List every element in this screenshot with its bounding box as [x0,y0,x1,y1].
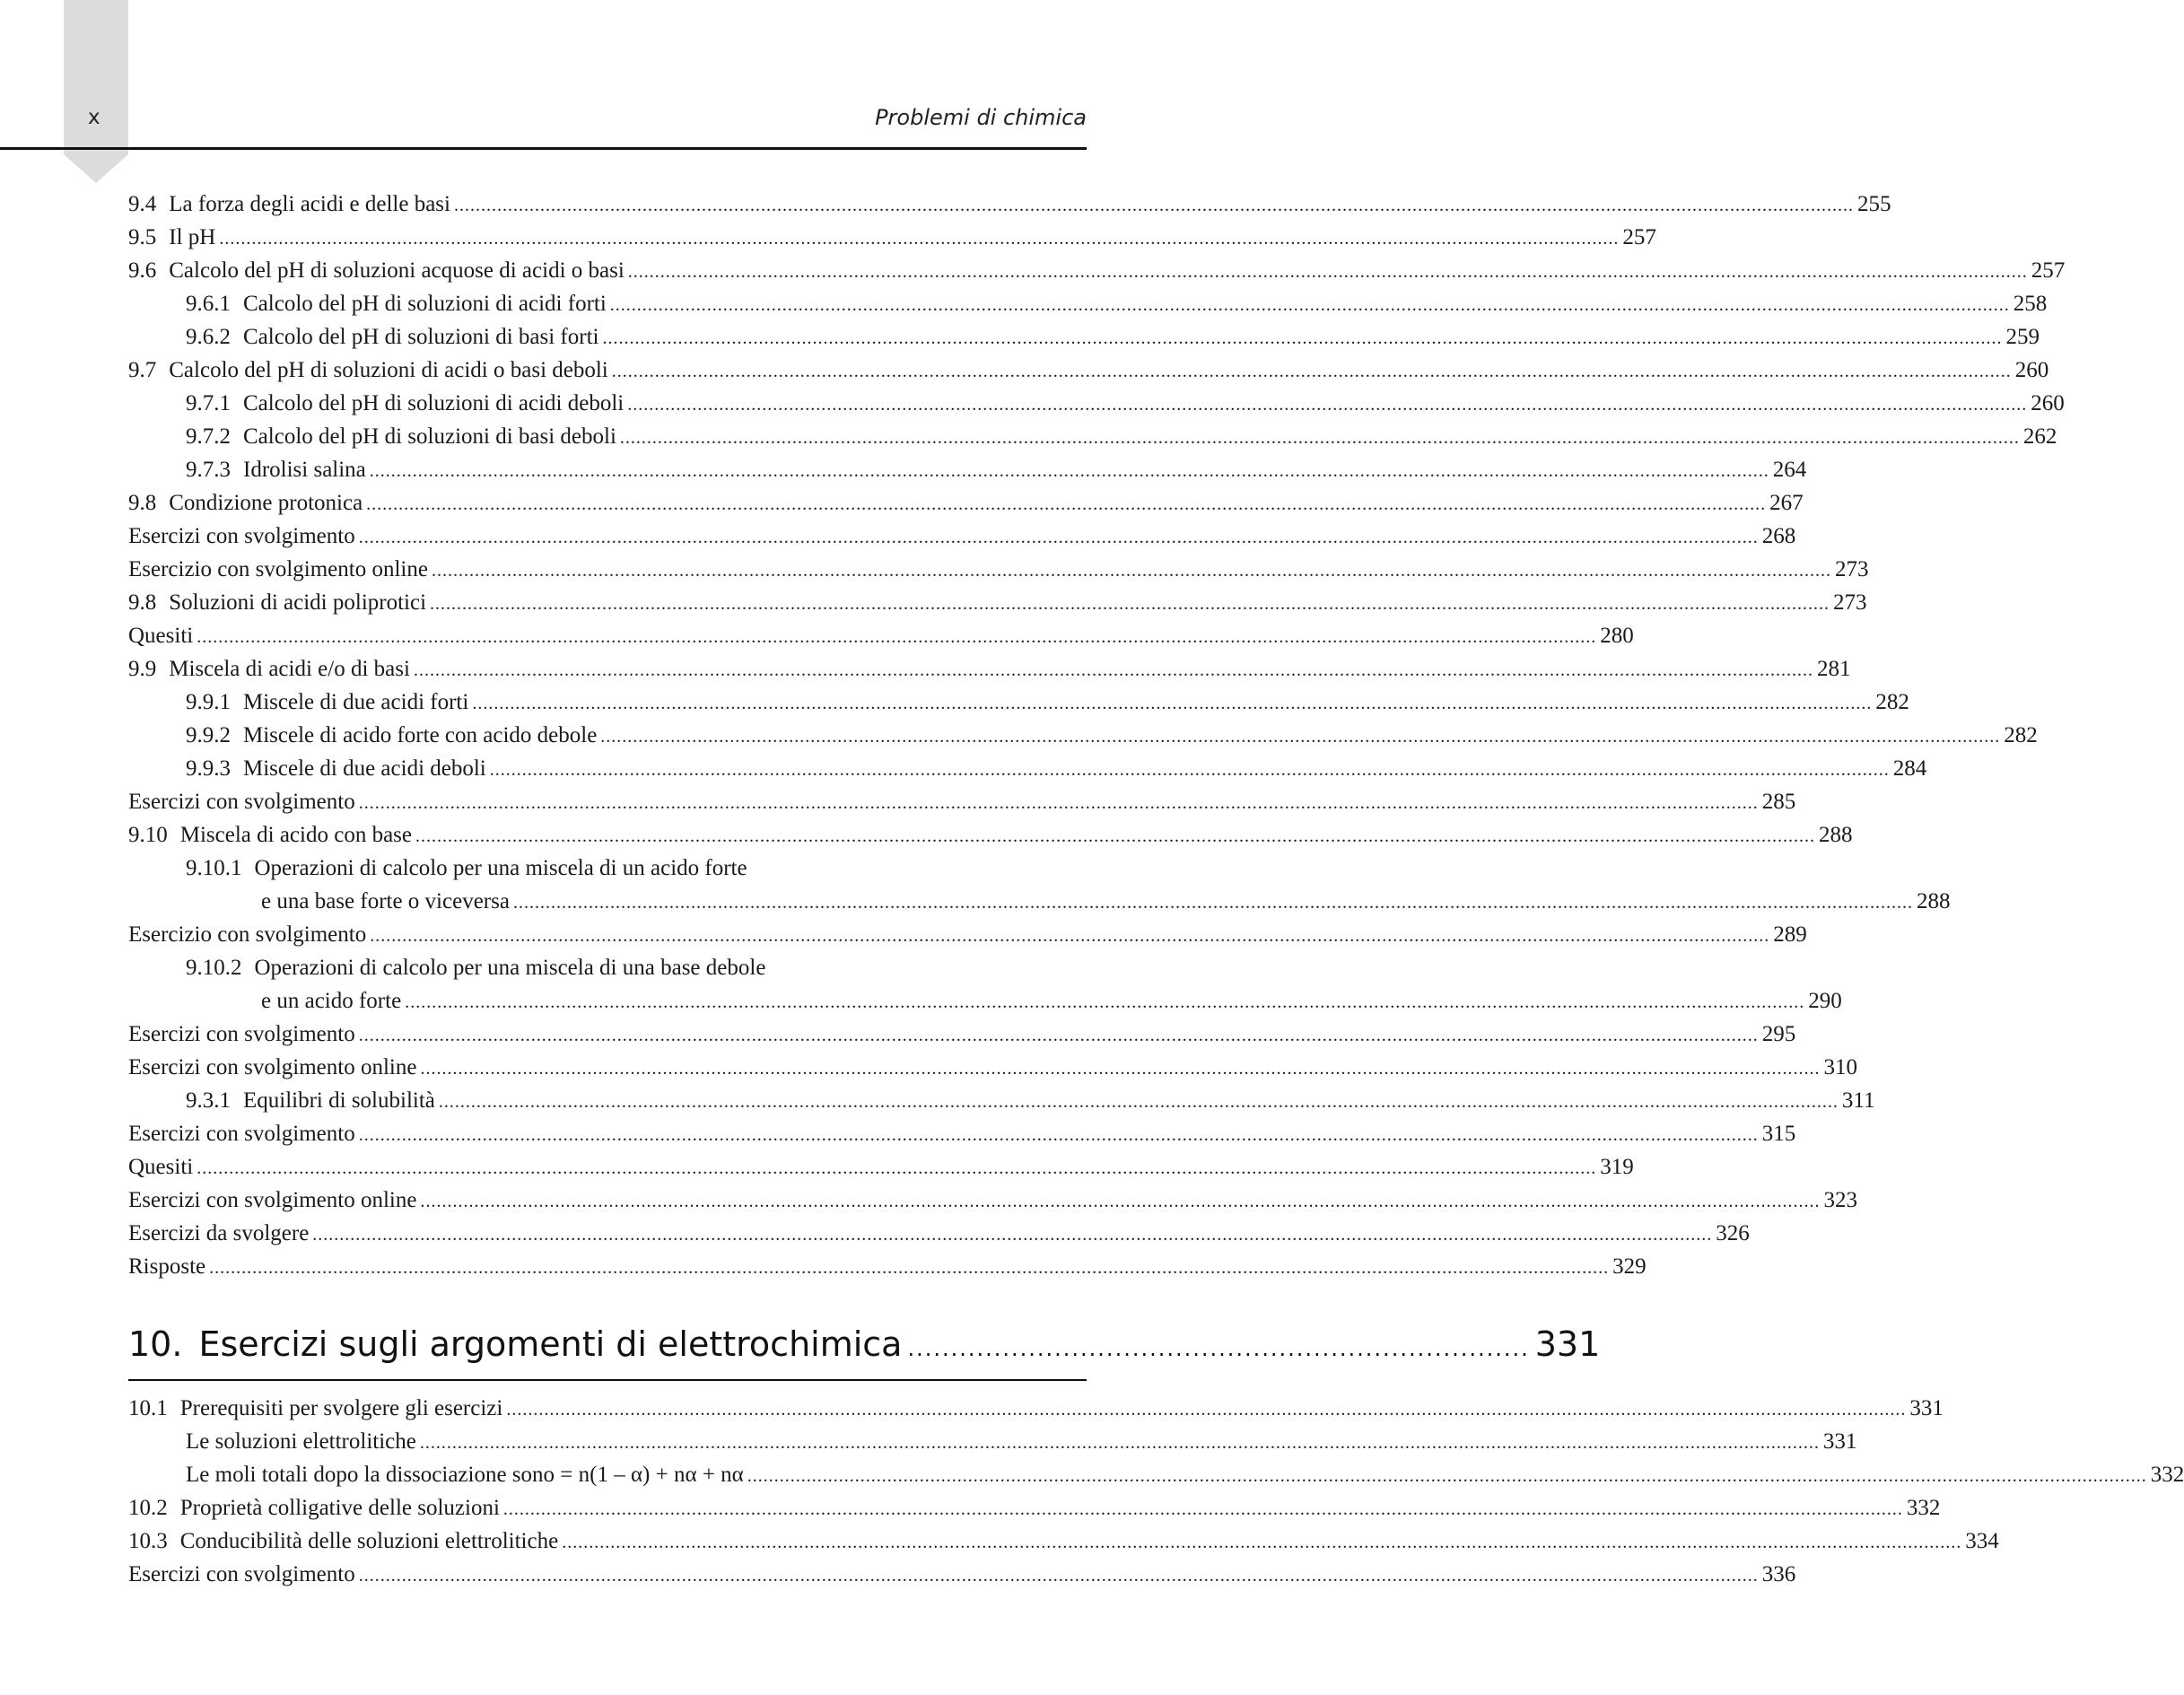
toc-entry-title: Le moli totali dopo la dissociazione sono = n(1 – α) + nα + nα [186,1463,744,1487]
leader-dots: .................................................................................................................................................................................................................................................................... [419,1433,1820,1453]
toc-entry-title: Risposte [128,1254,206,1279]
toc-entry-title: Esercizi da svolgere [128,1221,310,1245]
leader-dots: .................................................................................................................................................................................................................................................................... [209,1258,1610,1278]
toc-entry-label [261,885,510,918]
chapter-title: Esercizi sugli argomenti di elettrochimica [198,1324,903,1364]
leader-dots: .................................................................................................................................................................................................................................................................... [506,1400,1907,1420]
toc-entry-label [128,1558,355,1591]
toc-entry-page: 262 [2022,424,2057,449]
header-rule [0,147,1087,150]
toc-entry-page: 257 [2031,258,2066,283]
leader-dots: .................................................................................................................................................................................................................................................................... [358,1566,1759,1586]
toc-entry-number: 9.7 [128,358,157,382]
toc-entry-page: 268 [1761,524,1796,548]
toc-entry-label [128,221,215,254]
toc-entry-page: 310 [1823,1055,1857,1079]
toc-entry-title: Calcolo del pH di soluzioni di acidi o basi deboli [169,358,608,382]
toc-entry[interactable] [128,619,1634,652]
toc-entry-number: 9.8 [128,491,157,515]
toc-entry-page: 323 [1823,1188,1857,1212]
leader-dots: .................................................................................................................................................................................................................................................................... [489,760,1890,780]
toc-entry-label [128,553,428,586]
toc-entry-title: Idrolisi salina [243,458,366,482]
toc-entry-number: 9.4 [128,192,157,216]
toc-entry-label [128,1018,355,1051]
toc-entry-page: 336 [1761,1562,1796,1586]
toc-entry-number: 9.9 [128,657,157,681]
toc-entry-page: 319 [1600,1155,1634,1179]
toc-entry-number: 9.10.2 [186,956,242,980]
toc-entry-page: 282 [2004,723,2038,747]
toc-entry-label [186,387,624,420]
toc-entry-title: Miscele di due acidi deboli [243,756,486,781]
toc-entry-label [261,984,401,1018]
toc-entry[interactable] [128,1150,1634,1184]
toc-entry-title: Proprietà colligative delle soluzioni [179,1496,500,1520]
leader-dots: .................................................................................................................................................................................................................................................................... [420,1059,1821,1079]
leader-dots: .................................................................................................................................................................................................................................................................... [358,528,1759,547]
toc-entry[interactable] [128,951,1087,984]
toc-entry-number: 9.9.3 [186,756,231,781]
toc-entry-page: 332 [2150,1463,2184,1487]
leader-dots: .................................................................................................................................................................................................................................................................... [358,1026,1759,1045]
toc-entry-label [128,785,355,818]
toc-entry-title: Conducibilità delle soluzioni elettrolitiche [179,1529,559,1553]
toc-entry-title: Esercizi con svolgimento [128,1022,355,1046]
toc-entry[interactable] [128,354,2049,387]
toc-entry[interactable] [128,1558,1796,1591]
toc-entry-title: Esercizi con svolgimento [128,1562,355,1586]
leader-dots: .................................................................................................................................................................................................................................................................... [627,395,2028,415]
chapter-heading[interactable] [128,1324,1601,1364]
toc-entry[interactable] [128,652,1851,686]
leader-dots: .................................................................................................................................................................................................................................................................... [358,793,1759,813]
toc-entry[interactable] [128,1250,1647,1283]
leader-dots: .................................................................................................................................................................................................................................................................... [619,428,2020,448]
toc-entry-title: Miscela di acido con base [179,823,412,847]
toc-entry-title: Il pH [169,225,216,249]
toc-entry-title: Calcolo del pH di soluzioni di basi deboli [243,424,616,449]
toc-entry-title: Esercizi con svolgimento [128,524,355,548]
leader-dots: .................................................................................................................................................................................................................................................................... [502,1499,1903,1519]
toc-entry-label [128,1051,416,1084]
toc-entry-page: 255 [1856,192,1891,216]
toc-entry[interactable] [128,719,2038,752]
toc-entry-label [186,287,607,320]
page-number: x [88,106,100,129]
toc-entry-title: Equilibri di solubilità [243,1088,435,1113]
toc-entry[interactable] [128,752,1927,785]
leader-dots: .................................................................................................................................................................................................................................................................... [358,1125,1759,1145]
toc-entry[interactable] [128,486,1804,520]
leader-dots: .................................................................................................................................................................................................................................................................... [611,362,2012,381]
toc-entry[interactable] [128,984,1842,1018]
toc-entry-label [128,520,355,553]
toc-entry-number: 9.6.1 [186,292,231,316]
toc-entry-title: Miscele di due acidi forti [243,690,469,714]
toc-section-chapter-10 [128,1392,2184,1591]
toc-entry[interactable] [128,918,1807,951]
toc-entry-page: 273 [1833,590,1867,615]
toc-entry-title: Miscele di acido forte con acido debole [243,723,598,747]
toc-entry-label [128,254,625,287]
toc-entry-title: Operazioni di calcolo per una miscela di un acido forte [254,856,747,880]
toc-entry[interactable] [128,254,2066,287]
toc-entry[interactable] [128,852,1087,885]
toc-entry-number: 9.7.2 [186,424,231,449]
toc-entry-title: Operazioni di calcolo per una miscela di una base debole [254,956,766,980]
toc-entry-page: 282 [1875,690,1909,714]
toc-entry[interactable] [128,1491,1941,1525]
toc-entry-title: Esercizi con svolgimento online [128,1055,417,1079]
toc-entry-title: Soluzioni di acidi poliprotici [169,590,427,615]
leader-dots: .................................................................................................................................................................................................................................................................... [370,926,1770,946]
toc-entry-title: Le soluzioni elettrolitiche [186,1429,416,1454]
toc-entry[interactable] [128,1051,1857,1084]
toc-entry-label [186,951,765,984]
toc-entry-label [186,752,486,785]
toc-entry-label [186,1084,435,1117]
toc-entry-page: 289 [1773,922,1807,947]
toc-entry[interactable] [128,1392,1944,1425]
leader-dots: .................................................................................................................................................................................................................................................................... [197,1158,1597,1178]
toc-entry-title: Esercizi con svolgimento [128,1122,355,1146]
toc-entry-title: Calcolo del pH di soluzioni acquose di acidi o basi [169,258,625,283]
leader-dots: .................................................................................................................................................................................................................................................................... [609,295,2010,315]
toc-entry-title: Esercizi con svolgimento online [128,1188,417,1212]
toc-entry-number: 9.6 [128,258,157,283]
leader-dots: .................................................................................................................................................................................................................................................................... [369,461,1769,481]
toc-entry-page: 260 [2031,391,2065,415]
chapter-number: 10. [128,1324,183,1364]
toc-entry[interactable] [128,818,1853,852]
leader-dots: .................................................................................................................................................................................................................................................................... [197,627,1597,647]
toc-entry-label [128,486,363,520]
toc-entry-title: Quesiti [128,1155,194,1179]
toc-entry-label [128,354,608,387]
toc-entry[interactable] [128,188,1891,221]
leader-dots: .................................................................................................................................................................................................................................................................... [512,893,1913,913]
toc-entry-label [128,1392,502,1425]
toc-entry-title: Miscela di acidi e/o di basi [169,657,410,681]
toc-entry-page: 273 [1834,557,1869,581]
leader-dots: .................................................................................................................................................................................................................................................................... [312,1225,1713,1245]
toc-entry-page: 288 [1916,889,1951,913]
running-title: Problemi di chimica [875,105,1087,130]
toc-entry[interactable] [128,1425,1857,1458]
toc-entry-label [186,719,597,752]
toc-entry-title: e una base forte o viceversa [261,889,510,913]
leader-dots: .................................................................................................................................................................................................................................................................... [413,660,1813,680]
toc-entry-label [186,1425,416,1458]
toc-entry-page: 315 [1761,1122,1796,1146]
toc-entry-page: 259 [2005,325,2040,349]
toc-entry[interactable] [128,1117,1796,1150]
toc-entry-number: 9.7.3 [186,458,231,482]
toc-entry[interactable] [128,1525,1999,1558]
toc-entry-page: 331 [1909,1396,1944,1420]
leader-dots: .................................................................................................................................................................................................................................................................... [415,826,1815,846]
toc-entry-title: Calcolo del pH di soluzioni di acidi forti [243,292,607,316]
toc-entry-number: 9.7.1 [186,391,231,415]
toc-entry-label [186,686,468,719]
toc-entry-number: 9.9.1 [186,690,231,714]
toc-entry-page: 329 [1612,1254,1647,1279]
leader-dots: .................................................................................................................................................................................................................................................................... [420,1192,1821,1211]
leader-dots: .................................................................................................................................................................................................................................................................... [472,694,1873,713]
toc-entry[interactable] [128,553,1869,586]
toc-entry-label [128,652,410,686]
toc-entry[interactable] [128,885,1951,918]
leader-dots: .................................................................................................................................................................................................................................................................... [366,494,1767,514]
toc-entry-number: 9.9.2 [186,723,231,747]
toc-entry-number: 10.1 [128,1396,168,1420]
leader-dots: .................................................................................................................................................................................................................................................................... [627,262,2028,282]
toc-entry-number: 10.3 [128,1529,168,1553]
toc-entry-page: 290 [1808,989,1842,1013]
toc-entry-label [186,1458,744,1491]
toc-entry-title: e un acido forte [261,989,402,1013]
toc-entry-label [128,188,450,221]
toc-entry[interactable] [128,520,1796,553]
toc-entry-title: Calcolo del pH di soluzioni di acidi deboli [243,391,625,415]
toc-entry[interactable] [128,1084,1875,1117]
toc-entry-page: 281 [1816,657,1851,681]
leader-dots: .................................................................................................................................................................................................................................................................... [438,1092,1839,1112]
toc-entry-label [128,619,193,652]
leader-dots: .................................................................................................................................................................................................................................................................... [453,196,1854,215]
toc-entry-title: Prerequisiti per svolgere gli esercizi [179,1396,503,1420]
toc-entry-title: Esercizio con svolgimento online [128,557,428,581]
toc-entry-label [186,453,366,486]
leader-dots: .................................................................................................................................................................................................................................................................... [600,727,2001,747]
toc-entry-label [186,420,616,453]
toc-entry-page: 288 [1819,823,1853,847]
toc-entry-label [186,320,598,354]
chapter-rule [128,1379,1087,1381]
toc-entry-page: 264 [1772,458,1807,482]
toc-entry-number: 9.10.1 [186,856,242,880]
toc-entry[interactable] [128,320,2040,354]
toc-entry[interactable] [128,1018,1796,1051]
toc-entry-number: 9.10 [128,823,168,847]
toc-entry-title: Calcolo del pH di soluzioni di basi forti [243,325,599,349]
toc-entry-label [128,1117,355,1150]
toc-entry-label [128,586,426,619]
leader-dots: .................................................................................................................................................................................................................................................................... [431,561,1831,581]
toc-entry-page: 332 [1906,1496,1941,1520]
toc-entry-page: 295 [1761,1022,1796,1046]
leader-dots: .................................................................................................................................................................................................................................................................... [602,328,2003,348]
leader-dots: .................................................................................................................................................................................................................................................................... [562,1533,1962,1552]
toc-entry-page: 280 [1600,624,1634,648]
chapter-page: 331 [1534,1324,1601,1364]
toc-section-chapter-9 [128,188,2066,1283]
toc-entry-page: 331 [1822,1429,1857,1454]
toc-entry-title: Quesiti [128,624,194,648]
toc-entry[interactable] [128,1458,2184,1491]
toc-entry-label [128,1184,416,1217]
toc-entry-label [128,818,412,852]
toc-entry-label [128,1525,558,1558]
toc-entry-title: La forza degli acidi e delle basi [169,192,450,216]
toc-entry-page: 326 [1716,1221,1750,1245]
leader-dots: .................................................................................................................................................................................................................................................................... [219,229,1620,249]
toc-entry[interactable] [128,221,1656,254]
toc-entry-title: Esercizi con svolgimento [128,790,355,814]
toc-entry-page: 334 [1965,1529,1999,1553]
toc-entry-number: 9.3.1 [186,1088,231,1113]
toc-entry-page: 257 [1622,225,1656,249]
toc-entry-title: Esercizio con svolgimento [128,922,367,947]
toc-entry-page: 267 [1769,491,1804,515]
toc-entry-label [186,852,747,885]
toc-entry-label [128,1217,309,1250]
toc-entry[interactable] [128,586,1867,619]
toc-entry[interactable] [128,1217,1750,1250]
leader-dots: .................................................................................................................................................................................................................................................................... [405,992,1805,1012]
toc-entry-number: 9.5 [128,225,157,249]
toc-entry-page: 284 [1892,756,1927,781]
toc-entry[interactable] [128,287,2048,320]
leader-dots: .................................................................................................................................................................................................................................................................... [747,1466,2147,1486]
toc-entry-page: 258 [2013,292,2048,316]
toc-entry-page: 260 [2014,358,2049,382]
toc-entry[interactable] [128,1184,1857,1217]
toc-entry-label [128,1150,193,1184]
leader-dots: ........................................................................ [907,1336,1530,1361]
toc-entry[interactable] [128,686,1909,719]
toc-entry-label [128,918,366,951]
toc-entry[interactable] [128,453,1807,486]
toc-entry-number: 10.2 [128,1496,168,1520]
toc-entry[interactable] [128,420,2057,453]
toc-entry-page: 311 [1841,1088,1875,1113]
toc-entry[interactable] [128,387,2065,420]
toc-entry-label [128,1250,205,1283]
toc-entry-title: Condizione protonica [169,491,363,515]
toc-entry-number: 9.8 [128,590,157,615]
toc-entry[interactable] [128,785,1796,818]
leader-dots: .................................................................................................................................................................................................................................................................... [430,594,1830,614]
toc-entry-number: 9.6.2 [186,325,231,349]
toc-entry-label [128,1491,500,1525]
page-tab-marker [64,0,128,154]
toc-entry-page: 285 [1761,790,1796,814]
